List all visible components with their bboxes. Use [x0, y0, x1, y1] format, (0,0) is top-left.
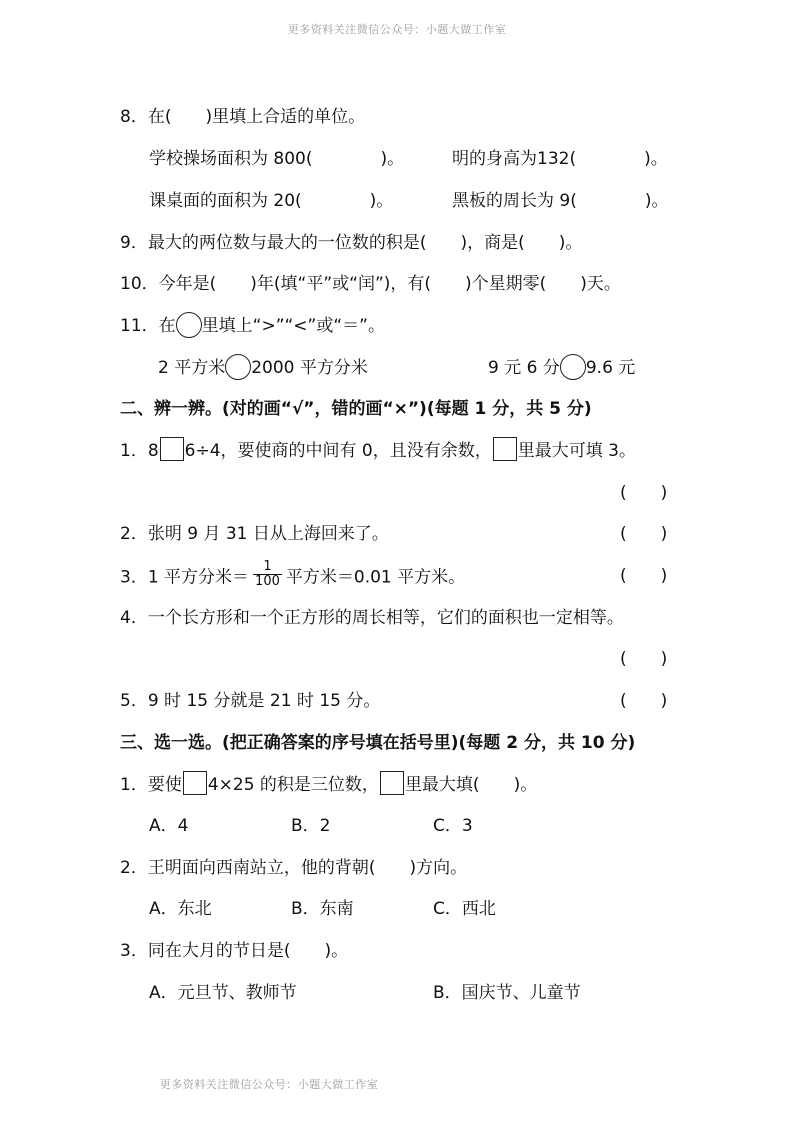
- s3-q1: [120, 775, 537, 795]
- watermark-bottom: 更多资料关注微信公众号：小题大做工作室: [159, 1078, 379, 1091]
- fraction-denominator: 100: [255, 574, 280, 589]
- q11-stem: [120, 316, 385, 336]
- q10: 10．今年是( )年(填“平”或“闰”)，有( )个星期零( )天。: [120, 274, 621, 294]
- q8-blank-1: 学校操场面积为 800( )。: [149, 149, 405, 169]
- section2-title: 二、辨一辨。(对的画“√”，错的画“×”)(每题 1 分，共 5 分): [120, 399, 592, 419]
- answer-paren: ( ): [620, 649, 668, 669]
- q11-post: 里填上“>”“<”或“＝”。: [201, 316, 385, 336]
- q8-blank-2: 明的身高为132( )。: [452, 149, 668, 169]
- option-b: B．2: [291, 816, 331, 836]
- circle-blank: [560, 354, 586, 380]
- q8-blank-3: 课桌面的面积为 20( )。: [149, 191, 394, 211]
- s3-q3: 3．同在大月的节日是( )。: [120, 941, 349, 961]
- option-b: B．国庆节、儿童节: [433, 983, 581, 1003]
- answer-paren: ( ): [620, 566, 668, 586]
- s3-q1-b: 4×25 的积是三位数，: [207, 775, 379, 795]
- option-c: C．西北: [433, 899, 496, 919]
- answer-paren: ( ): [620, 524, 668, 544]
- q9: 9．最大的两位数与最大的一位数的积是( )，商是( )。: [120, 233, 583, 253]
- s2-q3-b: 平方米＝0.01 平方米。: [285, 567, 466, 588]
- square-blank: [380, 771, 404, 795]
- option-a: A．4: [149, 816, 189, 836]
- s3-q1-a: 1．要使: [120, 775, 182, 795]
- section3-title: 三、选一选。(把正确答案的序号填在括号里)(每题 2 分，共 10 分): [120, 733, 636, 753]
- s3-q2: 2．王明面向西南站立，他的背朝( )方向。: [120, 858, 468, 878]
- q11-compare-right: [488, 358, 635, 378]
- compare-right-b: 9.6 元: [585, 358, 636, 378]
- answer-paren: ( ): [620, 691, 668, 711]
- compare-left-a: 2 平方米: [158, 358, 226, 378]
- option-b: B．东南: [291, 899, 354, 919]
- s2-q1-a: 1．8: [120, 441, 159, 461]
- s2-q3-a: 3．1 平方分米＝: [120, 567, 250, 588]
- s2-q5: 5．9 时 15 分就是 21 时 15 分。: [120, 691, 381, 711]
- compare-left-b: 2000 平方分米: [251, 358, 368, 378]
- s2-q1: [120, 441, 636, 461]
- square-blank: [493, 437, 517, 461]
- s2-q4: 4．一个长方形和一个正方形的周长相等，它们的面积也一定相等。: [120, 608, 624, 628]
- s2-q3: [120, 559, 466, 589]
- option-c: C．3: [433, 816, 473, 836]
- s2-q1-c: 里最大可填 3。: [517, 441, 636, 461]
- option-a: A．元旦节、教师节: [149, 983, 297, 1003]
- circle-blank: [176, 312, 202, 338]
- square-blank: [183, 771, 207, 795]
- q8-blank-4: 黑板的周长为 9( )。: [452, 191, 669, 211]
- answer-paren: ( ): [620, 483, 668, 503]
- square-blank: [160, 437, 184, 461]
- fraction-numerator: 1: [263, 559, 272, 574]
- q8-stem: 8．在( )里填上合适的单位。: [120, 107, 366, 127]
- s2-q1-b: 6÷4，要使商的中间有 0，且没有余数，: [184, 441, 492, 461]
- watermark-top: 更多资料关注微信公众号：小题大做工作室: [287, 23, 507, 36]
- s3-q1-c: 里最大填( )。: [404, 775, 538, 795]
- fraction: [253, 560, 282, 589]
- circle-blank: [225, 354, 251, 380]
- s2-q2: 2．张明 9 月 31 日从上海回来了。: [120, 524, 389, 544]
- q11-pre: 11．在: [120, 316, 176, 336]
- option-a: A．东北: [149, 899, 212, 919]
- q11-compare-left: [158, 358, 368, 378]
- compare-right-a: 9 元 6 分: [488, 358, 560, 378]
